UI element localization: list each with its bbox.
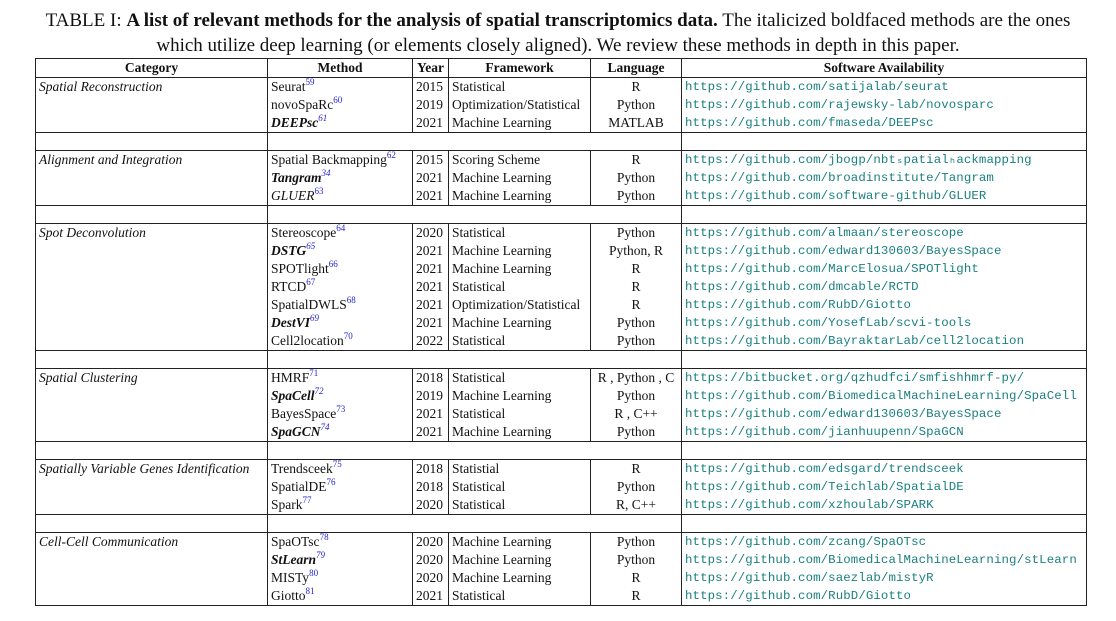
spacer-cell <box>268 206 413 224</box>
header-framework: Framework <box>449 59 591 78</box>
software-link[interactable]: https://github.com/RubD/Giotto <box>682 296 1087 314</box>
method-name: Giotto <box>271 588 306 603</box>
method-name: Seurat <box>271 79 306 94</box>
language-cell: Python <box>591 314 682 332</box>
table-row <box>36 369 1087 388</box>
table-row <box>36 278 1087 296</box>
framework-cell: Optimization/Statistical <box>449 96 591 114</box>
spacer-cell <box>413 206 449 224</box>
reference-link[interactable]: 62 <box>386 150 396 160</box>
table-row <box>36 187 1087 206</box>
language-cell: Python <box>591 478 682 496</box>
software-link[interactable]: https://bitbucket.org/qzhudfci/smfishhmrf-py/ <box>682 369 1087 388</box>
reference-link[interactable]: 64 <box>336 223 346 233</box>
spacer-cell <box>36 515 268 533</box>
method-name: Tangram <box>271 170 322 185</box>
spacer-cell <box>682 442 1087 460</box>
category-cell: Spatially Variable Genes Identification <box>36 460 268 479</box>
method-cell <box>268 260 413 278</box>
reference-link[interactable]: 73 <box>336 405 346 414</box>
reference-link[interactable]: 80 <box>309 569 319 578</box>
year-cell: 2020 <box>413 569 449 587</box>
spacer-cell <box>682 351 1087 369</box>
software-link[interactable]: https://github.com/BiomedicalMachineLearning/stLearn <box>682 551 1087 569</box>
method-cell <box>268 405 413 423</box>
method-name: Cell2location <box>271 333 344 348</box>
year-cell: 2015 <box>413 78 449 97</box>
spacer-cell <box>449 515 591 533</box>
method-name: SPOTlight <box>271 261 329 276</box>
method-name: Stereoscope <box>271 225 337 240</box>
year-cell: 2015 <box>413 151 449 170</box>
language-cell: R <box>591 78 682 97</box>
spacer-cell <box>682 515 1087 533</box>
table-row <box>36 224 1087 243</box>
method-cell <box>268 278 413 296</box>
reference-link[interactable]: 77 <box>302 496 312 505</box>
framework-cell: Machine Learning <box>449 314 591 332</box>
group-spacer <box>36 515 1087 533</box>
spacer-cell <box>268 515 413 533</box>
framework-cell: Machine Learning <box>449 551 591 569</box>
framework-cell: Machine Learning <box>449 169 591 187</box>
caption-label: TABLE I: <box>45 10 122 31</box>
reference-link[interactable]: 71 <box>309 368 319 378</box>
table-caption <box>20 8 1096 58</box>
framework-cell: Machine Learning <box>449 242 591 260</box>
year-cell: 2018 <box>413 478 449 496</box>
spacer-cell <box>449 133 591 151</box>
spacer-cell <box>591 351 682 369</box>
method-cell <box>268 587 413 606</box>
table-row <box>36 423 1087 442</box>
method-cell <box>268 478 413 496</box>
table-row <box>36 533 1087 552</box>
category-cell: Spot Deconvolution <box>36 224 268 243</box>
year-cell: 2021 <box>413 587 449 606</box>
table-body <box>36 78 1087 606</box>
software-link[interactable]: https://github.com/RubD/Giotto <box>682 587 1087 606</box>
method-cell <box>268 187 413 206</box>
method-cell <box>268 533 413 552</box>
framework-cell: Statistical <box>449 478 591 496</box>
table-row <box>36 551 1087 569</box>
table-row <box>36 78 1087 97</box>
method-name: SpatialDWLS <box>271 297 347 312</box>
spacer-cell <box>36 133 268 151</box>
category-cell <box>36 187 268 206</box>
method-name: BayesSpace <box>271 406 337 421</box>
table-row <box>36 96 1087 114</box>
method-name: DSTG <box>271 243 307 258</box>
table-row <box>36 569 1087 587</box>
spacer-cell <box>268 133 413 151</box>
table-row <box>36 260 1087 278</box>
category-cell <box>36 114 268 133</box>
software-link[interactable]: https://github.com/satijalab/seurat <box>682 78 1087 97</box>
spacer-cell <box>268 442 413 460</box>
software-link[interactable]: https://github.com/jbogp/nbtₛpatialₕackmapping <box>682 151 1087 170</box>
table-row <box>36 478 1087 496</box>
spacer-cell <box>682 133 1087 151</box>
group-spacer <box>36 133 1087 151</box>
category-cell <box>36 405 268 423</box>
reference-link[interactable]: 68 <box>346 296 356 305</box>
method-name: SpaGCN <box>271 424 321 439</box>
year-cell: 2020 <box>413 533 449 552</box>
category-cell <box>36 96 268 114</box>
category-cell <box>36 242 268 260</box>
method-name: DEEPsc <box>271 115 319 130</box>
spacer-cell <box>591 515 682 533</box>
caption-bold-title: A list of relevant methods for the analysis of spatial transcriptomics data. <box>126 10 718 31</box>
spacer-cell <box>268 351 413 369</box>
category-cell <box>36 332 268 351</box>
category-cell <box>36 278 268 296</box>
category-cell: Spatial Reconstruction <box>36 78 268 97</box>
spacer-cell <box>682 206 1087 224</box>
header-software: Software Availability <box>682 59 1087 78</box>
year-cell: 2021 <box>413 114 449 133</box>
reference-link[interactable]: 67 <box>306 278 316 287</box>
caption-description: The italicized boldfaced methods are the ones which utilize deep learning (or elements closely aligned). We review these methods in depth in this paper. <box>156 10 1071 56</box>
category-cell <box>36 423 268 442</box>
language-cell: R <box>591 260 682 278</box>
method-name: Spatial Backmapping <box>271 152 387 167</box>
framework-cell: Statistical <box>449 278 591 296</box>
framework-cell: Statistical <box>449 224 591 243</box>
language-cell: R , C++ <box>591 405 682 423</box>
reference-link[interactable]: 60 <box>333 96 343 105</box>
method-cell <box>268 369 413 388</box>
language-cell: R <box>591 587 682 606</box>
language-cell: R <box>591 569 682 587</box>
method-cell <box>268 169 413 187</box>
header-language: Language <box>591 59 682 78</box>
year-cell: 2021 <box>413 242 449 260</box>
framework-cell: Statistical <box>449 78 591 97</box>
language-cell: Python <box>591 187 682 206</box>
software-link[interactable]: https://github.com/MarcElosua/SPOTlight <box>682 260 1087 278</box>
language-cell: Python <box>591 224 682 243</box>
category-cell <box>36 387 268 405</box>
method-cell <box>268 314 413 332</box>
method-name: GLUER <box>271 188 315 203</box>
year-cell: 2021 <box>413 405 449 423</box>
group-spacer <box>36 442 1087 460</box>
category-cell <box>36 169 268 187</box>
method-name: StLearn <box>271 552 317 567</box>
table-row <box>36 587 1087 606</box>
year-cell: 2019 <box>413 96 449 114</box>
header-year: Year <box>413 59 449 78</box>
reference-link[interactable]: 74 <box>320 423 330 432</box>
method-name: MISTy <box>271 570 310 585</box>
software-link[interactable]: https://github.com/dmcable/RCTD <box>682 278 1087 296</box>
language-cell: Python <box>591 423 682 442</box>
software-link[interactable]: https://github.com/BayraktarLab/cell2location <box>682 332 1087 351</box>
category-cell <box>36 478 268 496</box>
framework-cell: Statistical <box>449 496 591 515</box>
language-cell: MATLAB <box>591 114 682 133</box>
category-cell <box>36 551 268 569</box>
header-method: Method <box>268 59 413 78</box>
software-link[interactable]: https://github.com/zcang/SpaOTsc <box>682 533 1087 552</box>
year-cell: 2021 <box>413 423 449 442</box>
language-cell: Python <box>591 533 682 552</box>
language-cell: R <box>591 151 682 170</box>
year-cell: 2020 <box>413 224 449 243</box>
year-cell: 2021 <box>413 278 449 296</box>
reference-link[interactable]: 59 <box>305 77 315 87</box>
category-cell <box>36 296 268 314</box>
method-cell <box>268 296 413 314</box>
reference-link[interactable]: 63 <box>314 187 324 196</box>
method-cell <box>268 460 413 479</box>
category-cell: Spatial Clustering <box>36 369 268 388</box>
table-row <box>36 114 1087 133</box>
header-category: Category <box>36 59 268 78</box>
reference-link[interactable]: 61 <box>318 114 328 123</box>
category-cell <box>36 569 268 587</box>
software-link[interactable]: https://github.com/edward130603/BayesSpace <box>682 242 1087 260</box>
category-cell <box>36 496 268 515</box>
language-cell: Python <box>591 96 682 114</box>
framework-cell: Statistical <box>449 405 591 423</box>
reference-link[interactable]: 69 <box>310 314 320 323</box>
spacer-cell <box>449 442 591 460</box>
language-cell: Python <box>591 169 682 187</box>
category-cell: Cell-Cell Communication <box>36 533 268 552</box>
spacer-cell <box>36 206 268 224</box>
framework-cell: Machine Learning <box>449 423 591 442</box>
framework-cell: Statistial <box>449 460 591 479</box>
method-cell <box>268 387 413 405</box>
method-cell <box>268 114 413 133</box>
table-row <box>36 314 1087 332</box>
framework-cell: Statistical <box>449 369 591 388</box>
language-cell: Python <box>591 387 682 405</box>
reference-link[interactable]: 70 <box>343 332 353 341</box>
framework-cell: Optimization/Statistical <box>449 296 591 314</box>
spacer-cell <box>36 442 268 460</box>
category-cell <box>36 587 268 606</box>
language-cell: R <box>591 296 682 314</box>
method-name: DestVI <box>271 315 311 330</box>
method-name: novoSpaRc <box>271 97 334 112</box>
software-link[interactable]: https://github.com/jianhuupenn/SpaGCN <box>682 423 1087 442</box>
spacer-cell <box>591 206 682 224</box>
method-name: Trendsceek <box>271 461 333 476</box>
reference-link[interactable]: 72 <box>314 387 324 396</box>
language-cell: R <box>591 278 682 296</box>
reference-link[interactable]: 75 <box>332 459 342 469</box>
methods-table <box>35 58 1087 606</box>
software-link[interactable]: https://github.com/xzhoulab/SPARK <box>682 496 1087 515</box>
table-row <box>36 460 1087 479</box>
spacer-cell <box>591 133 682 151</box>
software-link[interactable]: https://github.com/software-github/GLUER <box>682 187 1087 206</box>
method-cell <box>268 569 413 587</box>
reference-link[interactable]: 34 <box>321 169 331 178</box>
table-row <box>36 332 1087 351</box>
software-link[interactable]: https://github.com/BiomedicalMachineLearning/SpaCell <box>682 387 1087 405</box>
software-link[interactable]: https://github.com/fmaseda/DEEPsc <box>682 114 1087 133</box>
language-cell: Python, R <box>591 242 682 260</box>
framework-cell: Machine Learning <box>449 260 591 278</box>
framework-cell: Scoring Scheme <box>449 151 591 170</box>
category-cell <box>36 314 268 332</box>
method-name: Spark <box>271 497 303 512</box>
reference-link[interactable]: 78 <box>319 532 329 542</box>
reference-link[interactable]: 81 <box>305 587 315 596</box>
reference-link[interactable]: 76 <box>326 478 336 487</box>
software-link[interactable]: https://github.com/edward130603/BayesSpace <box>682 405 1087 423</box>
table-row <box>36 405 1087 423</box>
year-cell: 2021 <box>413 187 449 206</box>
language-cell: R, C++ <box>591 496 682 515</box>
table-row <box>36 242 1087 260</box>
table-row <box>36 296 1087 314</box>
table-row <box>36 151 1087 170</box>
year-cell: 2021 <box>413 169 449 187</box>
software-link[interactable]: https://github.com/almaan/stereoscope <box>682 224 1087 243</box>
software-link[interactable]: https://github.com/edsgard/trendsceek <box>682 460 1087 479</box>
software-link[interactable]: https://github.com/rajewsky-lab/novosparc <box>682 96 1087 114</box>
year-cell: 2019 <box>413 387 449 405</box>
method-cell <box>268 423 413 442</box>
framework-cell: Machine Learning <box>449 387 591 405</box>
method-name: RTCD <box>271 279 307 294</box>
method-name: SpaOTsc <box>271 534 320 549</box>
spacer-cell <box>36 351 268 369</box>
reference-link[interactable]: 66 <box>328 260 338 269</box>
year-cell: 2018 <box>413 460 449 479</box>
spacer-cell <box>591 442 682 460</box>
table-row <box>36 169 1087 187</box>
framework-cell: Statistical <box>449 332 591 351</box>
language-cell: Python <box>591 332 682 351</box>
year-cell: 2020 <box>413 551 449 569</box>
method-cell <box>268 224 413 243</box>
spacer-cell <box>413 133 449 151</box>
framework-cell: Machine Learning <box>449 569 591 587</box>
language-cell: Python <box>591 551 682 569</box>
spacer-cell <box>413 515 449 533</box>
method-cell <box>268 551 413 569</box>
language-cell: R <box>591 460 682 479</box>
framework-cell: Machine Learning <box>449 114 591 133</box>
method-cell <box>268 242 413 260</box>
software-link[interactable]: https://github.com/YosefLab/scvi-tools <box>682 314 1087 332</box>
year-cell: 2020 <box>413 496 449 515</box>
group-spacer <box>36 351 1087 369</box>
table-row <box>36 496 1087 515</box>
framework-cell: Statistical <box>449 587 591 606</box>
reference-link[interactable]: 79 <box>316 551 326 560</box>
language-cell: R , Python , C <box>591 369 682 388</box>
year-cell: 2018 <box>413 369 449 388</box>
header-row <box>36 59 1087 78</box>
category-cell <box>36 260 268 278</box>
framework-cell: Machine Learning <box>449 187 591 206</box>
method-cell <box>268 96 413 114</box>
year-cell: 2021 <box>413 260 449 278</box>
year-cell: 2021 <box>413 296 449 314</box>
spacer-cell <box>413 351 449 369</box>
software-link[interactable]: https://github.com/broadinstitute/Tangram <box>682 169 1087 187</box>
spacer-cell <box>449 351 591 369</box>
method-cell <box>268 332 413 351</box>
reference-link[interactable]: 65 <box>306 242 316 251</box>
method-name: SpatialDE <box>271 479 327 494</box>
framework-cell: Machine Learning <box>449 533 591 552</box>
category-cell: Alignment and Integration <box>36 151 268 170</box>
group-spacer <box>36 206 1087 224</box>
year-cell: 2021 <box>413 314 449 332</box>
year-cell: 2022 <box>413 332 449 351</box>
method-cell <box>268 151 413 170</box>
software-link[interactable]: https://github.com/Teichlab/SpatialDE <box>682 478 1087 496</box>
spacer-cell <box>449 206 591 224</box>
spacer-cell <box>413 442 449 460</box>
software-link[interactable]: https://github.com/saezlab/mistyR <box>682 569 1087 587</box>
method-cell <box>268 496 413 515</box>
method-cell <box>268 78 413 97</box>
table-row <box>36 387 1087 405</box>
method-name: SpaCell <box>271 388 315 403</box>
method-name: HMRF <box>271 370 310 385</box>
